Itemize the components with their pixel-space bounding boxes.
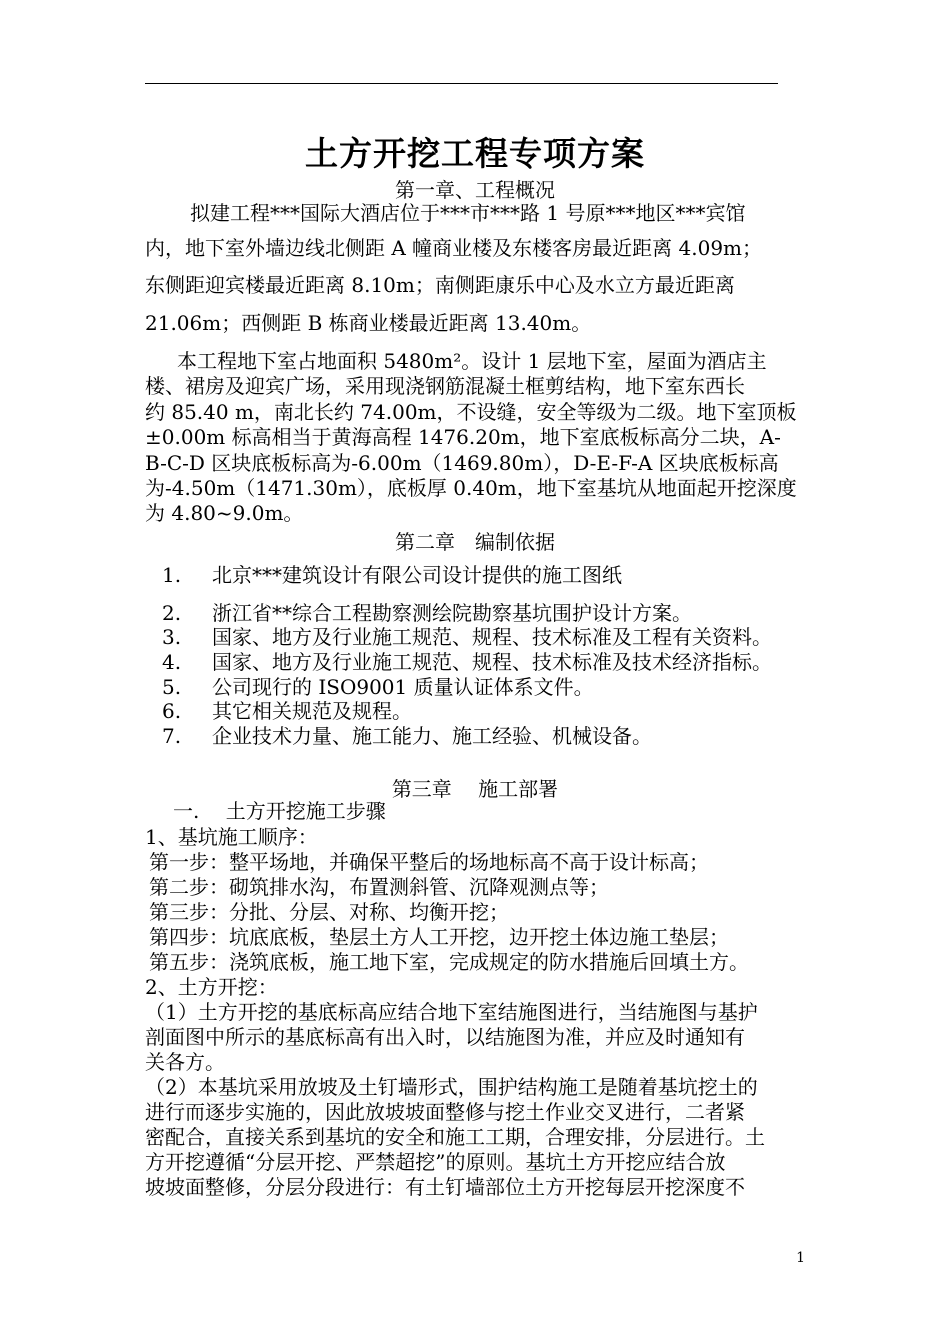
page-number: 1	[796, 1250, 805, 1266]
paragraph-line: 关各方。	[145, 1050, 225, 1074]
list-item: 国家、地方及行业施工规范、规程、技术标准及工程有关资料。	[212, 625, 772, 649]
subsection-heading: 1、基坑施工顺序：	[145, 825, 318, 849]
header-rule	[145, 83, 778, 84]
chapter1-p2-line: 楼、裙房及迎宾广场，采用现浇钢筋混凝土框剪结构，地下室东西长	[145, 374, 745, 398]
list-item: 浙江省**综合工程勘察测绘院勘察基坑围护设计方案。	[212, 601, 692, 625]
list-item-number: 7.	[162, 724, 182, 748]
list-item-number: 2.	[162, 601, 182, 625]
chapter1-p1-line: 东侧距迎宾楼最近距离 8.10m；南侧距康乐中心及水立方最近距离	[145, 273, 735, 297]
paragraph-line: 方开挖遵循“分层开挖、严禁超挖”的原则。基坑土方开挖应结合放	[145, 1150, 726, 1174]
step-item: 第四步：坑底底板，垫层土方人工开挖，边开挖土体边施工垫层；	[149, 925, 729, 949]
subsection-heading: 2、土方开挖：	[145, 975, 278, 999]
paragraph-line: 密配合，直接关系到基坑的安全和施工工期，合理安排，分层进行。土	[145, 1125, 765, 1149]
chapter1-p1-line: 21.06m；西侧距 B 栋商业楼最近距离 13.40m。	[145, 311, 592, 335]
chapter1-p1-line: 拟建工程***国际大酒店位于***市***路 1 号原***地区***宾馆	[190, 201, 746, 225]
paragraph-line: （1）土方开挖的基底标高应结合地下室结施图进行，当结施图与基护	[145, 1000, 758, 1024]
chapter1-p2-line: 为-4.50m（1471.30m），底板厚 0.40m，地下室基坑从地面起开挖深度	[145, 476, 797, 500]
list-item-number: 1.	[162, 563, 182, 587]
chapter1-p1-line: 内，地下室外墙边线北侧距 A 幢商业楼及东楼客房最近距离 4.09m；	[145, 236, 763, 260]
chapter1-p2-line: 为 4.80~9.0m。	[145, 501, 304, 525]
chapter1-p2-line: B-C-D 区块底板标高为-6.00m（1469.80m），D-E-F-A 区块底板标高	[145, 451, 779, 475]
paragraph-line: （2）本基坑采用放坡及土钉墙形式，围护结构施工是随着基坑挖土的	[145, 1075, 758, 1099]
paragraph-line: 坡坡面整修，分层分段进行：有土钉墙部位土方开挖每层开挖深度不	[145, 1175, 745, 1199]
list-item: 企业技术力量、施工能力、施工经验、机械设备。	[212, 724, 652, 748]
list-item: 其它相关规范及规程。	[212, 699, 412, 723]
list-item-number: 5.	[162, 675, 182, 699]
chapter1-p2-line: 约 85.40 m，南北长约 74.00m，不设缝，安全等级为二级。地下室顶板	[145, 400, 797, 424]
step-item: 第二步：砌筑排水沟，布置测斜管、沉降观测点等；	[149, 875, 609, 899]
chapter3-heading: 第三章 施工部署	[391, 777, 559, 801]
chapter1-p2-line: ±0.00m 标高相当于黄海高程 1476.20m，地下室底板标高分二块，A-	[145, 425, 781, 449]
list-item-number: 3.	[162, 625, 182, 649]
list-item: 国家、地方及行业施工规范、规程、技术标准及技术经济指标。	[212, 650, 772, 674]
step-item: 第五步：浇筑底板，施工地下室，完成规定的防水措施后回填土方。	[149, 950, 749, 974]
paragraph-line: 进行而逐步实施的，因此放坡坡面整修与挖土作业交叉进行，二者紧	[145, 1100, 745, 1124]
chapter2-heading: 第二章 编制依据	[395, 530, 555, 554]
section-heading: 一. 土方开挖施工步骤	[173, 799, 386, 823]
step-item: 第三步：分批、分层、对称、均衡开挖；	[149, 900, 509, 924]
chapter1-p2-line: 本工程地下室占地面积 5480m²。设计 1 层地下室，屋面为酒店主	[177, 349, 767, 373]
list-item: 公司现行的 ISO9001 质量认证体系文件。	[212, 675, 594, 699]
paragraph-line: 剖面图中所示的基底标高有出入时，以结施图为准，并应及时通知有	[145, 1025, 745, 1049]
list-item: 北京***建筑设计有限公司设计提供的施工图纸	[212, 563, 622, 587]
list-item-number: 6.	[162, 699, 182, 723]
step-item: 第一步：整平场地，并确保平整后的场地标高不高于设计标高；	[149, 850, 709, 874]
list-item-number: 4.	[162, 650, 182, 674]
document-title: 土方开挖工程专项方案	[305, 134, 645, 173]
chapter1-heading: 第一章、工程概况	[395, 178, 555, 202]
